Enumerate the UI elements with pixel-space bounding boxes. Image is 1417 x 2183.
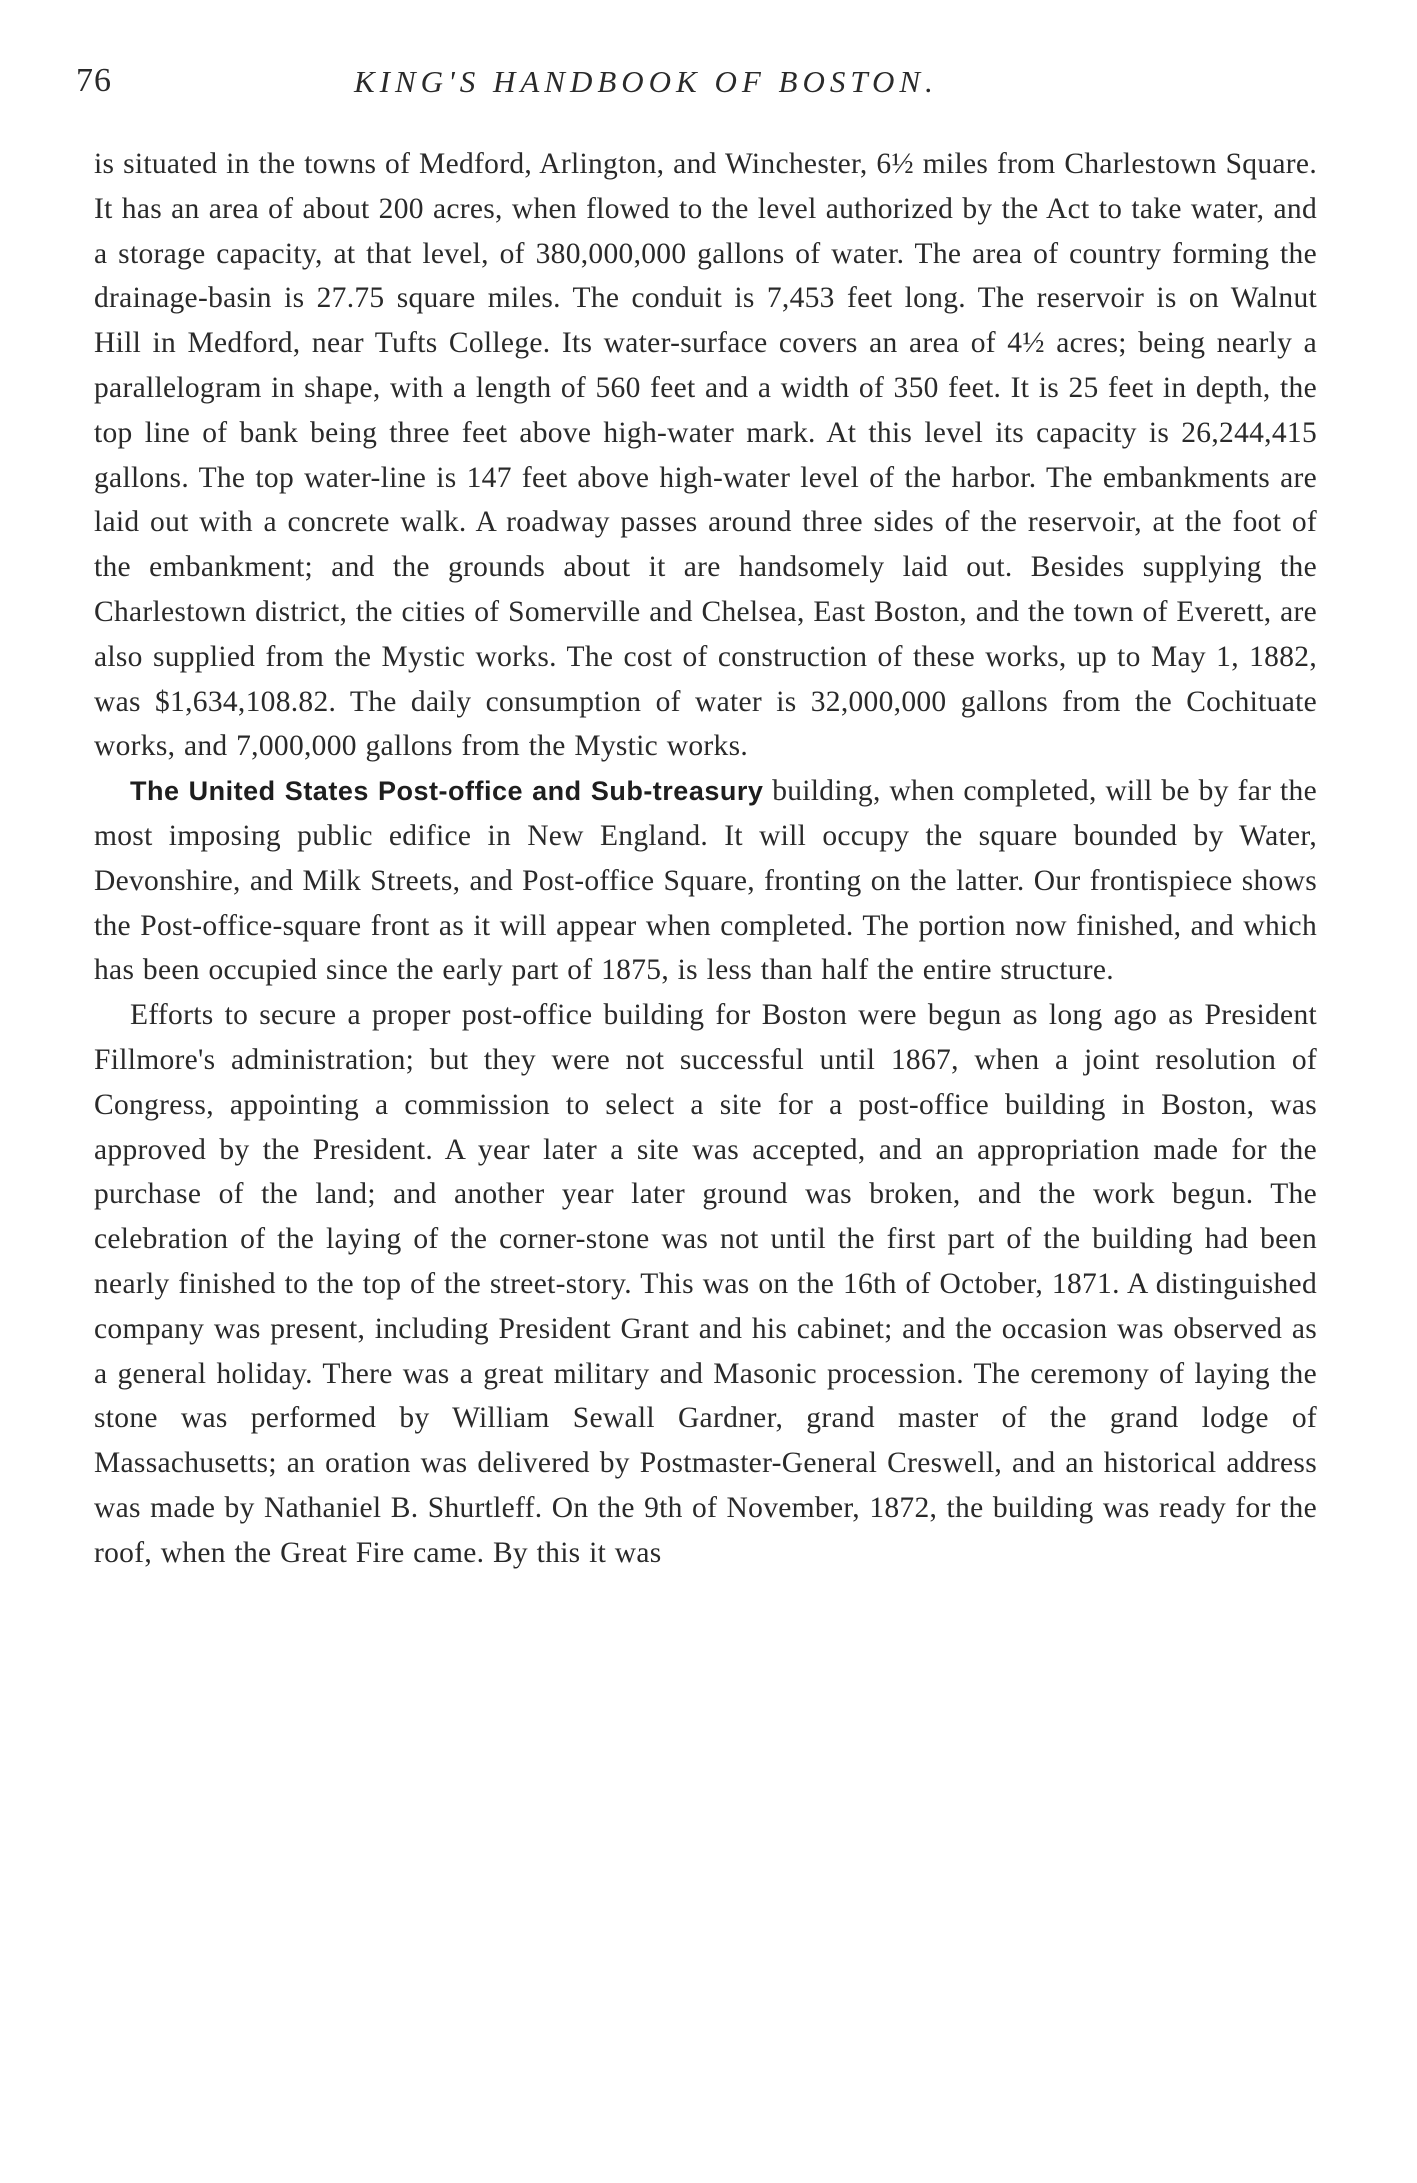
paragraph-history — [94, 993, 1317, 1575]
paragraph-text: is situated in the towns of Medford, Arlington, and Winchester, 6½ miles from Charlestown Square. It has an area of about 200 acres, when flowed to the level authorized by the Act to take water, and a storage capacity, at that level, of 380,000,000 gallons of water. The area of country forming the drainage-basin is 27.75 square miles. The conduit is 7,453 feet long. The reservoir is on Walnut Hill in Medford, near Tufts College. Its water-surface covers an area of 4½ acres; being nearly a parallelogram in shape, with a length of 560 feet and a width of 350 feet. It is 25 feet in depth, the top line of bank being three feet above high-water mark. At this level its capacity is 26,244,415 gallons. The top water-line is 147 feet above high-water level of the harbor. The embankments are laid out with a concrete walk. A roadway passes around three sides of the reservoir, at the foot of the embankment; and the grounds about it are handsomely laid out. Besides supplying the Charlestown district, the cities of Somerville and Chelsea, East Boston, and the town of Everett, are also supplied from the Mystic works. The cost of construction of these works, up to May 1, 1882, was $1,634,108.82. The daily consumption of water is 32,000,000 gallons from the Cochituate works, and 7,000,000 gallons from the Mystic works. — [94, 148, 1317, 763]
paragraph-text: Efforts to secure a proper post-office building for Boston were begun as long ago as President Fillmore's administration; but they were not successful until 1867, when a joint resolution of Congress, appointing a commission to select a site for a post-office building in Boston, was approved by the President. A year later a site was accepted, and an appropriation made for the purchase of the land; and another year later ground was broken, and the work begun. The celebration of the laying of the corner-stone was not until the first part of the building had been nearly finished to the top of the street-story. This was on the 16th of October, 1871. A distinguished company was present, including President Grant and his cabinet; and the occasion was observed as a general holiday. There was a great military and Masonic procession. The ceremony of laying the stone was performed by William Sewall Gardner, grand master of the grand lodge of Massachusetts; an oration was delivered by Postmaster-General Creswell, and an historical address was made by Nathaniel B. Shurtleff. On the 9th of November, 1872, the building was ready for the roof, when the Great Fire came. By this it was — [94, 999, 1317, 1569]
paragraph-post-office — [94, 769, 1317, 993]
paragraph-reservoir — [94, 142, 1317, 769]
section-lead-in: The United States Post-office and Sub-treasury — [130, 776, 764, 807]
body-text — [94, 142, 1317, 1576]
running-head — [76, 62, 1316, 106]
book-title: KING'S HANDBOOK OF BOSTON. — [354, 64, 938, 99]
paragraph-text: building, when completed, will be by far the most imposing public edifice in New England. It will occupy the square bounded by Water, Devonshire, and Milk Streets, and Post-office Square, fronting on the latter. Our frontispiece shows the Post-office-square front as it will appear when completed. The portion now finished, and which has been occupied since the early part of 1875, is less than half the entire structure. — [94, 775, 1317, 987]
page-number: 76 — [76, 62, 112, 99]
